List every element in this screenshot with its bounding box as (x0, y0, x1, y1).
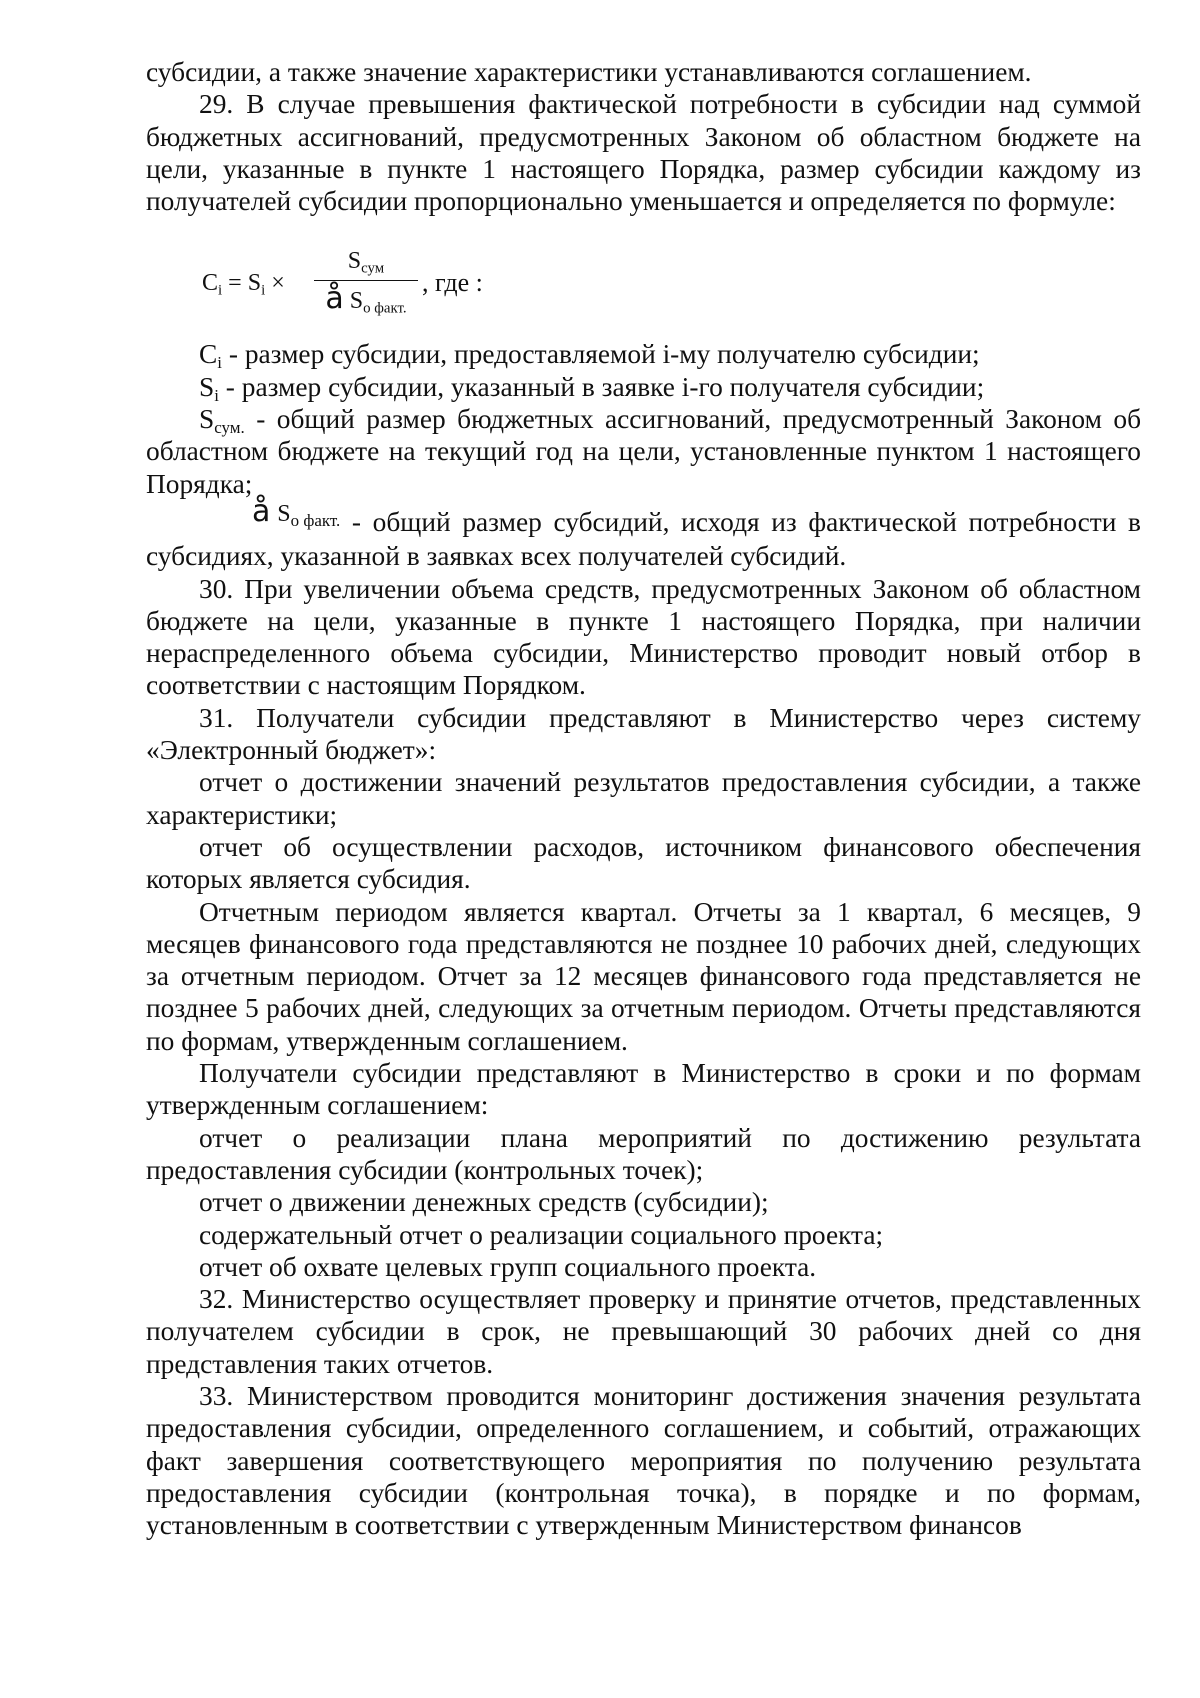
formula-lhs (202, 267, 285, 299)
formula-den-s: S (349, 287, 364, 314)
definition-sf-symbol: S (277, 500, 291, 527)
definition-ssum-symbol: S (199, 404, 215, 435)
sum-symbol: å (252, 493, 271, 529)
formula-times: × (265, 270, 285, 297)
paragraph-32: 32. Министерство осуществляет проверку и принятие отчетов, представленных получателем субсидии в срок, не превышающий 30 рабочих дней со дня представления таких отчетов. (146, 1284, 1141, 1379)
formula-fraction (314, 245, 418, 317)
paragraph-31-report-expenses: отчет об осуществлении расходов, источником финансового обеспечения которых является субсидия. (146, 831, 1141, 895)
formula-s: S (247, 270, 262, 297)
definition-si (146, 371, 1141, 403)
paragraph-31-reporting-period: Отчетным периодом является квартал. Отчеты за 1 квартал, 6 месяцев, 9 месяцев финансового года представляются не позднее 10 рабочих дней, следующих за отчетным периодом. Отчет за 12 месяцев финансового года представляется не позднее 5 рабочих дней, следующих за отчетным периодом. Отчеты представляются по формам, утвержденным соглашением. (146, 896, 1141, 1056)
paragraph-30: 30. При увеличении объема средств, предусмотренных Законом об областном бюджете на цели, указанные в пункте 1 настоящего Порядка, при наличии нераспределенного объема субсидии, Министерство проводит новый отбор в соответствии с настоящим Порядком. (146, 573, 1141, 701)
paragraph-continuation: субсидии, а также значение характеристики устанавливаются соглашением. (146, 57, 1032, 87)
definition-ci-index: i (217, 353, 222, 373)
definition-ci-symbol: C (199, 339, 218, 370)
formula-denominator (314, 281, 418, 317)
formula-where: , где : (422, 268, 483, 298)
definition-sf-index: о факт. (290, 511, 341, 531)
definition-si-index: i (214, 385, 219, 405)
definition-ci-text: - размер субсидии, предоставляемой i-му получателю субсидии; (222, 339, 980, 370)
definition-ssum-text: - общий размер бюджетных ассигнований, предусмотренный Законом об областном бюджете на текущий год на цели, установленные пунктом 1 настоящего Порядка; (146, 404, 1141, 499)
formula-numerator (314, 245, 418, 279)
definition-si-text: - размер субсидии, указанный в заявке i-го получателя субсидии; (218, 371, 985, 402)
formula-equals: = (222, 270, 248, 297)
paragraph-31-report-plan: отчет о реализации плана мероприятий по достижению результата предоставления субсидии (контрольных точек); (146, 1122, 1141, 1185)
formula-s-index: i (261, 282, 266, 299)
subsidy-formula (146, 231, 1141, 326)
definition-si-symbol: S (199, 371, 215, 402)
definition-sf-text: - общий размер субсидий, исходя из фактической потребности в субсидиях, указанной в заявках всех получателей субсидий. (146, 506, 1141, 572)
paragraph-31-report-cashflow: отчет о движении денежных средств (субсидии); (199, 1187, 769, 1218)
paragraph-33: 33. Министерством проводится мониторинг достижения значения результата предоставления субсидии, определенного соглашением, и событий, отражающих факт завершения соответствующего мероприятия по получению результата предоставления субсидии (контрольная точка), в порядке и по формам, установленным в соответствии с утвержденным Министерством финансов (146, 1380, 1141, 1541)
document-body (146, 56, 1141, 1541)
definition-sum-group (199, 493, 341, 531)
definition-ssum (146, 403, 1141, 500)
paragraph-31-report-content: содержательный отчет о реализации социального проекта; (199, 1219, 884, 1250)
formula-c-index: i (218, 282, 223, 299)
formula-num-sub: сум (361, 260, 385, 277)
sum-symbol: å (325, 280, 344, 316)
paragraph-31-additional-reports: Получатели субсидии представляют в Министерство в сроки и по формам утвержденным соглашением: (146, 1058, 1141, 1121)
paragraph-31-report-results: отчет о достижении значений результатов предоставления субсидии, а также характеристики; (146, 767, 1141, 830)
formula-num-s: S (347, 248, 362, 275)
paragraph-31-report-coverage: отчет об охвате целевых групп социального проекта. (199, 1251, 817, 1282)
paragraph-31: 31. Получатели субсидии представляют в Министерство через систему «Электронный бюджет»: (146, 702, 1141, 766)
definition-ci (146, 338, 1141, 373)
formula-den-sub: о факт. (363, 300, 407, 317)
formula-c: C (202, 270, 219, 297)
paragraph-29: 29. В случае превышения фактической потребности в субсидии над суммой бюджетных ассигнований, предусмотренных Законом об областном бюджете на цели, указанные в пункте 1 настоящего Порядка, размер субсидии каждому из получателей субсидии пропорционально уменьшается и определяется по формуле: (146, 89, 1141, 217)
definition-ssum-index: сум. (214, 418, 245, 438)
definition-sum-sfact (146, 493, 1141, 573)
